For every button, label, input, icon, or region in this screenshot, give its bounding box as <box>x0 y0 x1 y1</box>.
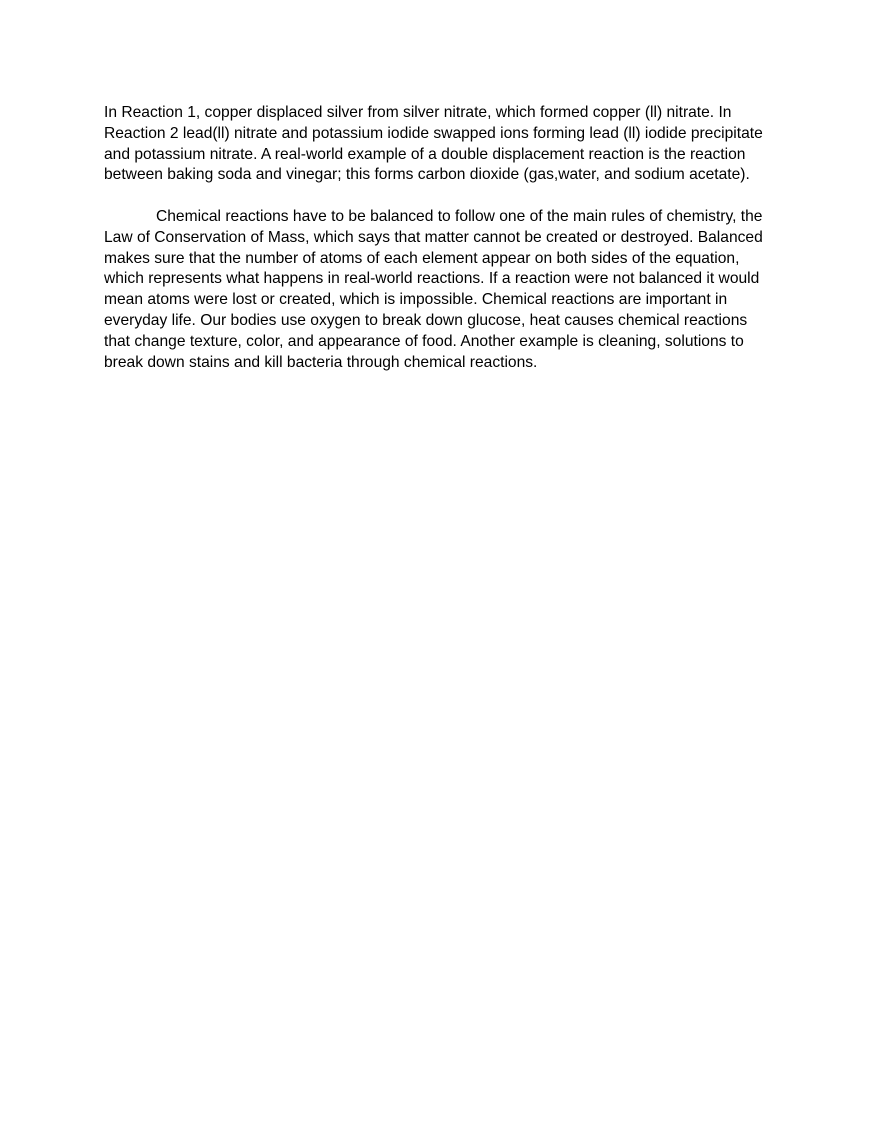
paragraph-balancing-importance: Chemical reactions have to be balanced to follow one of the main rules of chemistry, the Law of Conservation of Mass, which says that matter cannot be created or destroyed. Balanced makes sure that the number of atoms of each element appear on both sides of the equation, which represents what happens in real-world reactions. If a reaction were not balanced it would mean atoms were lost or created, which is impossible. Chemical reactions are important in everyday life. Our bodies use oxygen to break down glucose, heat causes chemical reactions that change texture, color, and appearance of food. Another example is cleaning, solutions to break down stains and kill bacteria through chemical reactions. <box>104 207 763 371</box>
paragraph-reactions-summary: In Reaction 1, copper displaced silver from silver nitrate, which formed copper (ll) nitrate. In Reaction 2 lead(ll) nitrate and potassium iodide swapped ions forming lead (ll) iodide precipitate and potassium nitrate. A real-world example of a double displacement reaction is the reaction between baking soda and vinegar; this forms carbon dioxide (gas,water, and sodium acetate). <box>104 104 763 184</box>
document-body <box>104 103 776 373</box>
